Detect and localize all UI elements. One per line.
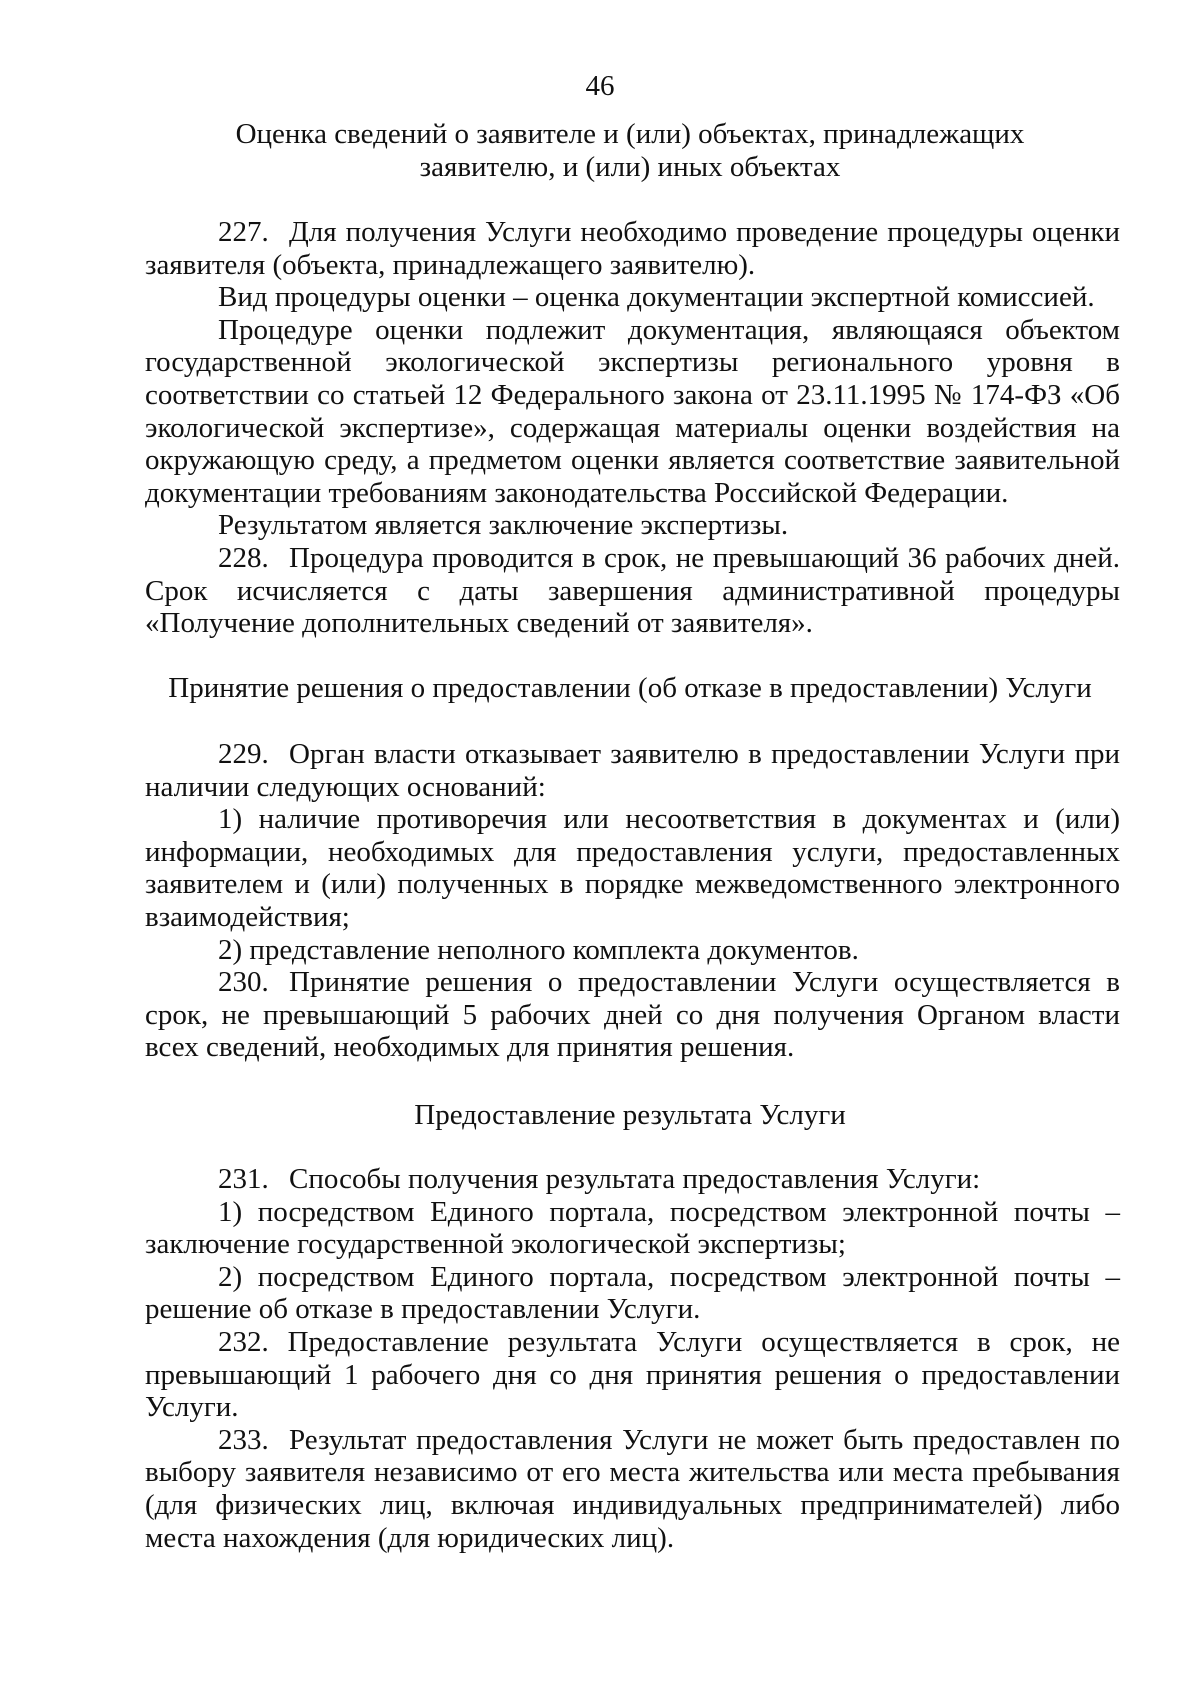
paragraph-text: Орган власти отказывает заявителю в предоставлении Услуги при наличии следующих оснований: [145,738,1120,803]
paragraph-227 [145,216,1120,281]
paragraph-number: 229. [218,738,269,770]
paragraph-procedure-subject [145,314,1120,510]
paragraph-text: Процедура проводится в срок, не превышающий 36 рабочих дней. Срок исчисляется с даты завершения административной процедуры «Получение дополнительных сведений от заявителя». [145,541,1120,640]
paragraph-refusal-ground-1 [145,803,1120,933]
paragraph-text: 1) посредством Единого портала, посредством электронной почты – заключение государственной экологической экспертизы; [145,1195,1120,1261]
paragraph-procedure-result [145,509,1120,542]
heading-line: Оценка сведений о заявителе и (или) объектах, принадлежащих [235,118,1025,150]
heading-line: заявителю, и (или) иных объектах [419,150,841,183]
paragraph-text: 232. Предоставление результата Услуги осуществляется в срок, не превышающий 1 рабочего дня со дня принятия решения о предоставлении Услуги. [145,1325,1120,1424]
paragraph-refusal-ground-2 [145,934,1120,967]
paragraph-text: Способы получения результата предоставления Услуги: [289,1163,981,1195]
paragraph-text: Результат предоставления Услуги не может быть предоставлен по выбору заявителя независимо от его места жительства или места пребывания (для физических лиц, включая индивидуальных предпринимателей) либо места нахождения (для юридических лиц). [145,1423,1120,1554]
paragraph-text: Результатом является заключение экспертизы. [218,509,789,542]
paragraph-procedure-type [145,281,1120,314]
page-number: 46 [585,70,615,102]
section-body-applicant-assessment [145,216,1120,640]
paragraph-text: 2) представление неполного комплекта документов. [218,933,859,966]
paragraph-text: Для получения Услуги необходимо проведение процедуры оценки заявителя (объекта, принадлежащего заявителю). [145,216,1120,281]
paragraph-delivery-method-1 [145,1196,1120,1261]
paragraph-number: 233. [218,1423,269,1456]
paragraph-delivery-method-2 [145,1261,1120,1326]
paragraph-231 [145,1163,1120,1196]
paragraph-228 [145,542,1120,640]
section-heading-result-delivery [140,1099,1120,1132]
paragraph-229 [145,738,1120,803]
section-body-decision [145,738,1120,1064]
paragraph-number: 231. [218,1163,269,1195]
paragraph-number: 227. [218,216,269,248]
paragraph-text: Процедуре оценки подлежит документация, являющаяся объектом государственной экологической экспертизы регионального уровня в соответствии со статьей 12 Федерального закона от 23.11.1995 № 174-ФЗ «Об экологической экспертизе», содержащая материалы оценки воздействия на окружающую среду, а предметом оценки является соответствие заявительной документации требованиям законодательства Российской Федерации. [145,313,1120,509]
paragraph-232 [145,1326,1120,1424]
paragraph-number: 230. [218,966,269,999]
heading-line: Принятие решения о предоставлении (об отказе в предоставлении) Услуги [168,672,1092,704]
paragraph-230 [145,966,1120,1064]
section-heading-applicant-assessment [140,118,1120,183]
section-body-result-delivery [145,1163,1120,1554]
paragraph-number: 228. [218,541,269,574]
paragraph-text: 1) наличие противоречия или несоответствия в документах и (или) информации, необходимых для предоставления услуги, предоставленных заявителем и (или) полученных в порядке межведомственного электронного взаимодействия; [145,803,1120,933]
paragraph-text: 2) посредством Единого портала, посредством электронной почты – решение об отказе в предоставлении Услуги. [145,1260,1120,1326]
paragraph-text: Вид процедуры оценки – оценка документации экспертной комиссией. [218,281,1095,314]
heading-line: Предоставление результата Услуги [414,1099,846,1131]
paragraph-233 [145,1424,1120,1554]
section-heading-decision [140,672,1120,705]
paragraph-text: Принятие решения о предоставлении Услуги осуществляется в срок, не превышающий 5 рабочих дней со дня получения Органом власти всех сведений, необходимых для принятия решения. [145,966,1120,1064]
